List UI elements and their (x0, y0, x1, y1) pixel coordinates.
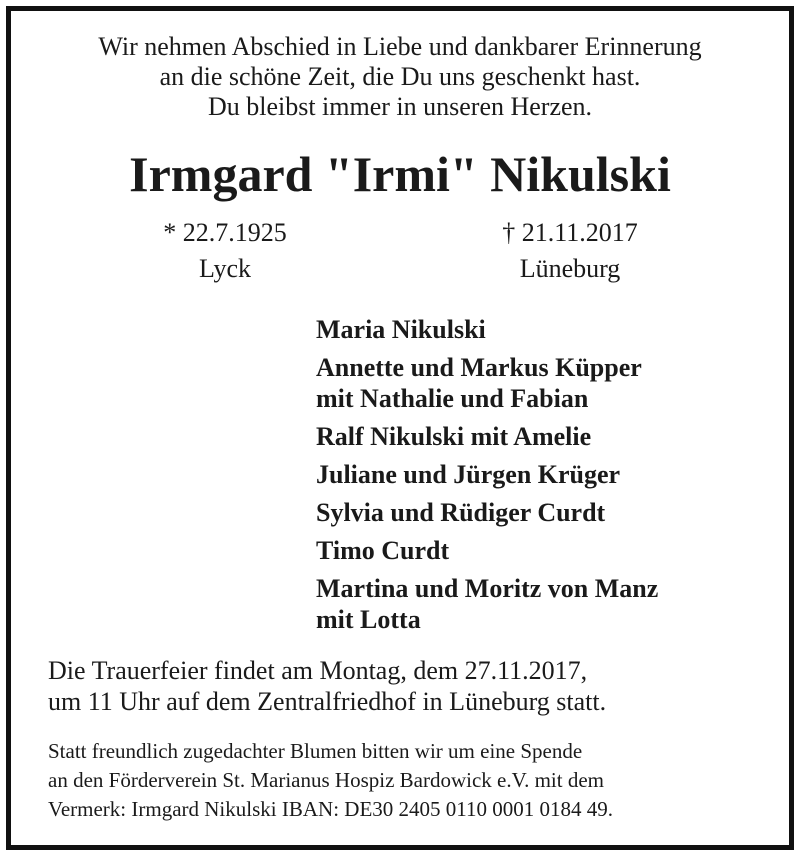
donation-line: an den Förderverein St. Marianus Hospiz Bardowick e.V. mit dem (48, 768, 604, 792)
death-place: Lüneburg (519, 254, 621, 283)
mourner-entry: Annette und Markus Küpper mit Nathalie und Fabian (316, 353, 642, 413)
birth-date: * 22.7.1925 (163, 218, 287, 247)
mourner-entry: Martina und Moritz von Manz mit Lotta (316, 574, 659, 634)
donation-line: Statt freundlich zugedachter Blumen bitten wir um eine Spende (48, 739, 583, 763)
donation-line: Vermerk: Irmgard Nikulski IBAN: DE30 2405 0110 0001 0184 49. (48, 797, 613, 821)
death-info (450, 215, 690, 287)
intro-text (0, 32, 800, 122)
intro-line: Du bleibst immer in unseren Herzen. (207, 92, 593, 121)
mourner-entry: Maria Nikulski (316, 315, 486, 344)
mourner-list (316, 314, 658, 642)
mourner-entry: Sylvia und Rüdiger Curdt (316, 498, 606, 527)
death-date: † 21.11.2017 (502, 218, 638, 247)
ceremony-notice (48, 655, 606, 717)
mourner-entry: Timo Curdt (316, 536, 450, 565)
ceremony-line: Die Trauerfeier findet am Montag, dem 27.11.2017, (48, 656, 588, 685)
deceased-name: Irmgard "Irmi" Nikulski (129, 146, 671, 202)
donation-notice (48, 737, 613, 824)
birth-info (105, 215, 345, 287)
ceremony-line: um 11 Uhr auf dem Zentralfriedhof in Lüneburg statt. (48, 687, 607, 716)
birth-place: Lyck (199, 254, 251, 283)
intro-line: an die schöne Zeit, die Du uns geschenkt hast. (159, 62, 641, 91)
mourner-entry: Ralf Nikulski mit Amelie (316, 422, 592, 451)
intro-line: Wir nehmen Abschied in Liebe und dankbarer Erinnerung (98, 32, 702, 61)
mourner-entry: Juliane und Jürgen Krüger (316, 460, 621, 489)
